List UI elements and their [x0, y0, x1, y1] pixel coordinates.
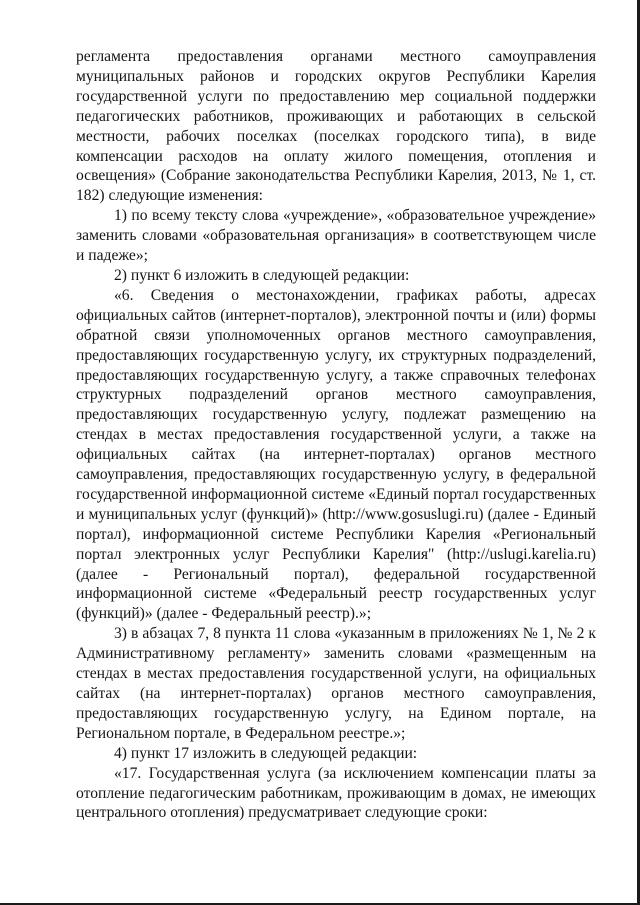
- paragraph-clause-6: «6. Сведения о местонахождении, графиках работы, адресах официальных сайтов (интернет-порталов), электронной почты и (или) формы обратной связи уполномоченных органов местного самоуправления, предоставляющих государственную услугу, их структурных подразделений, предоставляющих государственную услугу, а также справочных телефонах структурных подразделений органов местного самоуправления, предоставляющих государственную услугу, подлежат размещению на стендах в местах предоставления государственной услуги, а также на официальных сайтах (на интернет-порталах) органов местного самоуправления, предоставляющих государственную услугу, в федеральной государственной информационной системе «Единый портал государственных и муниципальных услуг (функций)» (http://www.gosuslugi.ru) (далее - Единый портал), информационной системе Республики Карелия «Региональный портал электронных услуг Республики Карелия" (http://uslugi.karelia.ru) (далее - Региональный портал), федеральной государственной информационной системе «Федеральный реестр государственных услуг (функций)» (далее - Федеральный реестр).»;: [76, 286, 596, 623]
- paragraph-clause-17: «17. Государственная услуга (за исключением компенсации платы за отопление педагогическим работникам, проживающим в домах, не имеющих центрального отопления) предусматривает следующие сроки:: [76, 764, 596, 822]
- document-body: [76, 47, 596, 823]
- paragraph-intro: регламента предоставления органами местного самоуправления муниципальных районов и городских округов Республики Карелия государственной услуги по предоставлению мер социальной поддержки педагогических работников, проживающих и работающих в сельской местности, рабочих поселках (поселках городского типа), в виде компенсации расходов на оплату жилого помещения, отопления и освещения» (Собрание законодательства Республики Карелия, 2013, № 1, ст. 182) следующие изменения:: [76, 48, 596, 205]
- paragraph-item-3: 3) в абзацах 7, 8 пункта 11 слова «указанным в приложениях № 1, № 2 к Административному регламенту» заменить словами «размещенным на стендах в местах предоставления государственной услуги, на официальных сайтах (на интернет-порталах) органов местного самоуправления, предоставляющих государственную услугу, на Едином портале, на Региональном портале, в Федеральном реестре.»;: [76, 625, 596, 742]
- paragraph-item-1: 1) по всему тексту слова «учреждение», «образовательное учреждение» заменить словами «образовательная организация» в соответствующем числе и падеже»;: [76, 207, 596, 265]
- paragraph-item-4: 4) пункт 17 изложить в следующей редакции:: [114, 744, 418, 762]
- paragraph-item-2: 2) пункт 6 изложить в следующей редакции:: [114, 266, 410, 284]
